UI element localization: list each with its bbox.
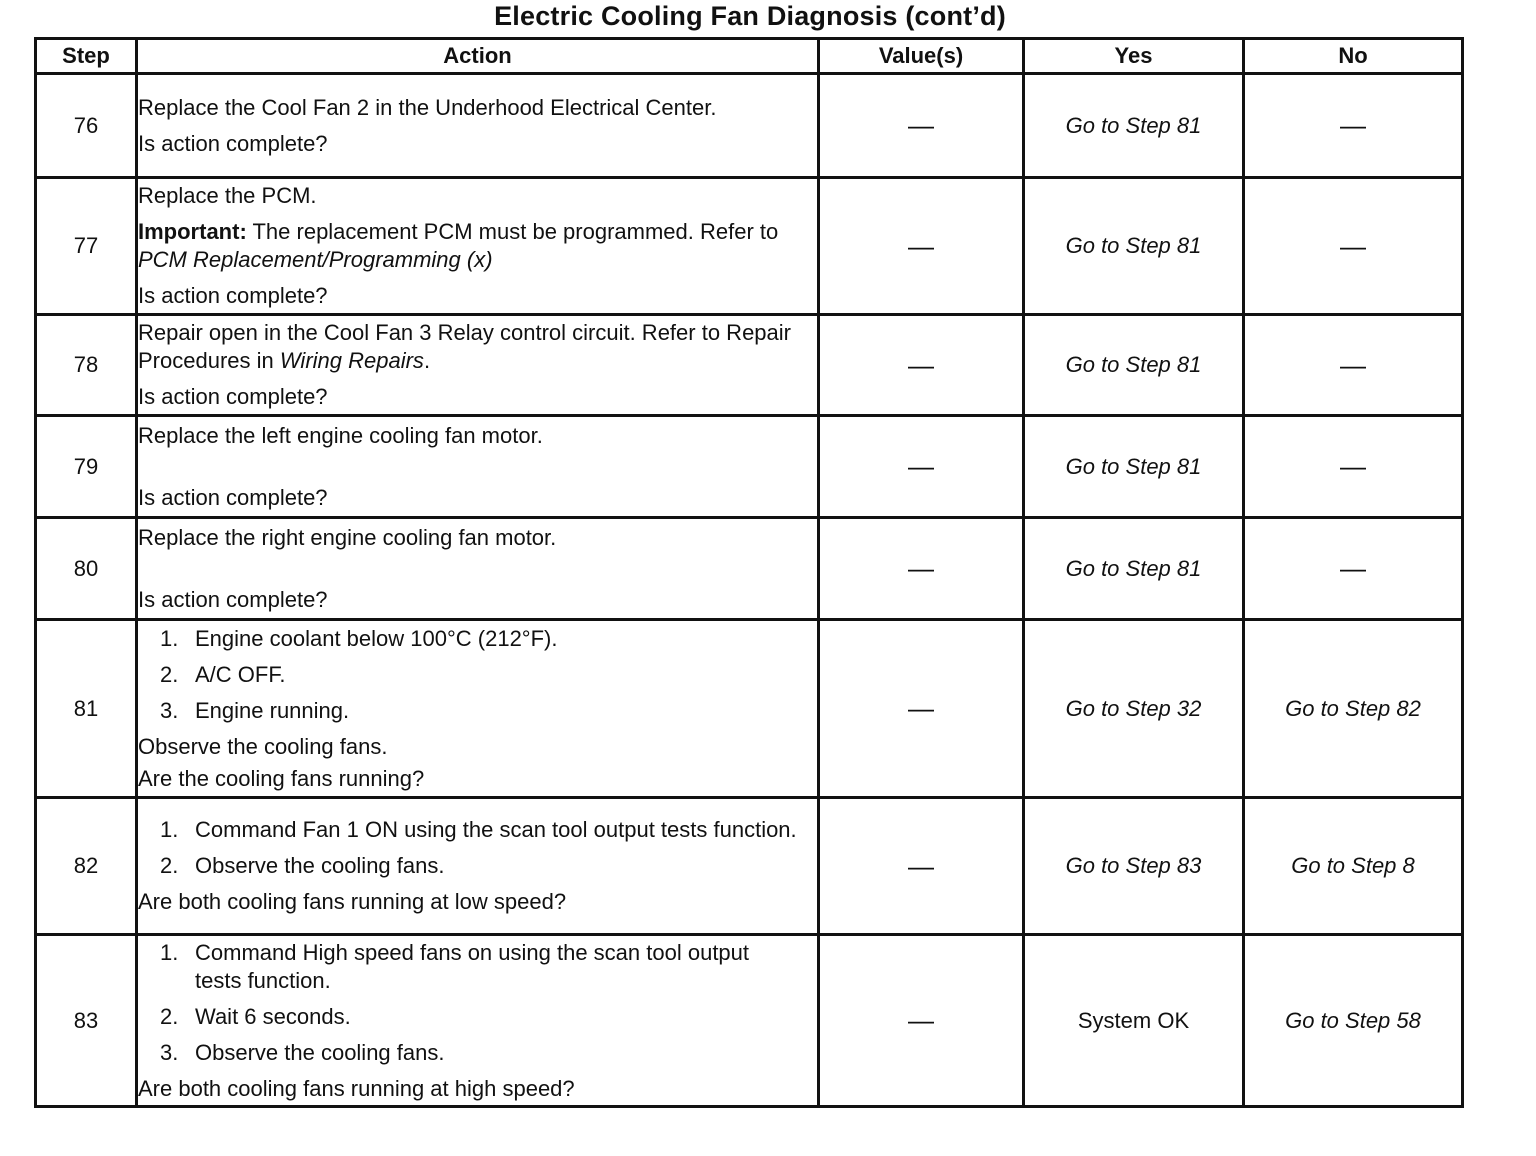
no-cell: Go to Step 8 [1244, 798, 1463, 935]
action-question: Is action complete? [138, 484, 328, 510]
value-cell: — [819, 178, 1024, 315]
no-cell: — [1244, 416, 1463, 518]
action-cell [137, 74, 819, 178]
step-number: 78 [36, 315, 137, 416]
table-row [36, 798, 1463, 935]
important-reference: PCM Replacement/Programming (x) [138, 247, 493, 272]
procedure-item [138, 1039, 817, 1067]
action-text-end: . [423, 348, 431, 373]
page-title: Electric Cooling Fan Diagnosis (cont’d) [494, 1, 1006, 31]
value-cell: — [819, 315, 1024, 416]
procedure-number: 1. [160, 817, 179, 842]
action-question: Are both cooling fans running at low speed? [138, 889, 567, 914]
procedure-item [138, 661, 817, 689]
yes-cell: Go to Step 32 [1024, 620, 1244, 798]
procedure-text: A/C OFF. [195, 661, 286, 687]
value-cell: — [819, 935, 1024, 1107]
no-cell: Go to Step 82 [1244, 620, 1463, 798]
spacer [138, 450, 817, 484]
action-text: Replace the Cool Fan 2 in the Underhood Electrical Center. [138, 94, 717, 120]
procedure-list [138, 625, 817, 725]
procedure-text: Engine running. [195, 697, 350, 723]
action-cell [137, 620, 819, 798]
action-text: Replace the right engine cooling fan motor. [138, 524, 557, 550]
action-reference: Wiring Repairs [279, 348, 424, 373]
procedure-text: Command Fan 1 ON using the scan tool output tests function. [195, 817, 797, 842]
step-number: 77 [36, 178, 137, 315]
yes-cell: Go to Step 83 [1024, 798, 1244, 935]
procedure-item [138, 625, 817, 653]
procedure-number: 2. [160, 661, 179, 687]
no-cell: — [1244, 178, 1463, 315]
action-question: Is action complete? [138, 384, 328, 409]
procedure-number: 2. [160, 853, 179, 878]
yes-cell: System OK [1024, 935, 1244, 1107]
step-number: 76 [36, 74, 137, 178]
yes-cell: Go to Step 81 [1024, 74, 1244, 178]
table-row [36, 935, 1463, 1107]
procedure-text: Observe the cooling fans. [195, 1039, 445, 1065]
procedure-list [138, 816, 817, 880]
table-row [36, 315, 1463, 416]
important-label: Important: [138, 219, 247, 244]
no-cell: — [1244, 518, 1463, 620]
diagnosis-table [34, 37, 1464, 1108]
procedure-text: Engine coolant below 100°C (212°F). [195, 625, 558, 651]
header-no: No [1244, 39, 1463, 74]
value-cell: — [819, 798, 1024, 935]
value-cell: — [819, 518, 1024, 620]
yes-cell: Go to Step 81 [1024, 416, 1244, 518]
step-number: 82 [36, 798, 137, 935]
value-cell: — [819, 74, 1024, 178]
value-cell: — [819, 620, 1024, 798]
action-text: Replace the PCM. [138, 183, 317, 208]
procedure-number: 3. [160, 1039, 179, 1065]
procedure-number: 2. [160, 1003, 179, 1029]
header-yes: Yes [1024, 39, 1244, 74]
action-text: Replace the left engine cooling fan motor. [138, 422, 543, 448]
procedure-item [138, 939, 817, 995]
important-text: The replacement PCM must be programmed. Refer to [246, 219, 779, 244]
procedure-text: Command High speed fans on using the scan tool output tests function. [195, 939, 750, 993]
no-cell: Go to Step 58 [1244, 935, 1463, 1107]
action-cell [137, 178, 819, 315]
header-action: Action [137, 39, 819, 74]
procedure-list [138, 939, 817, 1067]
step-number: 81 [36, 620, 137, 798]
table-row [36, 620, 1463, 798]
procedure-number: 1. [160, 625, 179, 651]
action-question: Is action complete? [138, 586, 328, 612]
action-question: Are the cooling fans running? [138, 765, 425, 791]
important-note [138, 218, 817, 274]
header-step: Step [36, 39, 137, 74]
value-cell: — [819, 416, 1024, 518]
action-cell [137, 935, 819, 1107]
action-cell [137, 798, 819, 935]
procedure-text: Wait 6 seconds. [195, 1003, 351, 1029]
procedure-item [138, 816, 817, 844]
step-number: 83 [36, 935, 137, 1107]
procedure-number: 1. [160, 939, 179, 965]
header-row [36, 39, 1463, 74]
action-question: Is action complete? [138, 283, 328, 308]
no-cell: — [1244, 315, 1463, 416]
table-row [36, 178, 1463, 315]
procedure-text: Observe the cooling fans. [195, 853, 445, 878]
header-values: Value(s) [819, 39, 1024, 74]
no-cell: — [1244, 74, 1463, 178]
table-row [36, 416, 1463, 518]
action-question: Is action complete? [138, 130, 328, 156]
procedure-item [138, 1003, 817, 1031]
action-text [138, 319, 817, 375]
procedure-item [138, 697, 817, 725]
procedure-item [138, 852, 817, 880]
action-text-main: Repair open in the Cool Fan 3 Relay control circuit. Refer to Repair Procedures in [138, 320, 791, 373]
action-cell [137, 315, 819, 416]
action-cell [137, 518, 819, 620]
action-cell [137, 416, 819, 518]
action-question: Are both cooling fans running at high speed? [138, 1075, 575, 1101]
table-row [36, 74, 1463, 178]
yes-cell: Go to Step 81 [1024, 178, 1244, 315]
yes-cell: Go to Step 81 [1024, 315, 1244, 416]
step-number: 80 [36, 518, 137, 620]
yes-cell: Go to Step 81 [1024, 518, 1244, 620]
step-number: 79 [36, 416, 137, 518]
action-text: Observe the cooling fans. [138, 733, 388, 759]
table-row [36, 518, 1463, 620]
spacer [138, 552, 817, 586]
procedure-number: 3. [160, 697, 179, 723]
